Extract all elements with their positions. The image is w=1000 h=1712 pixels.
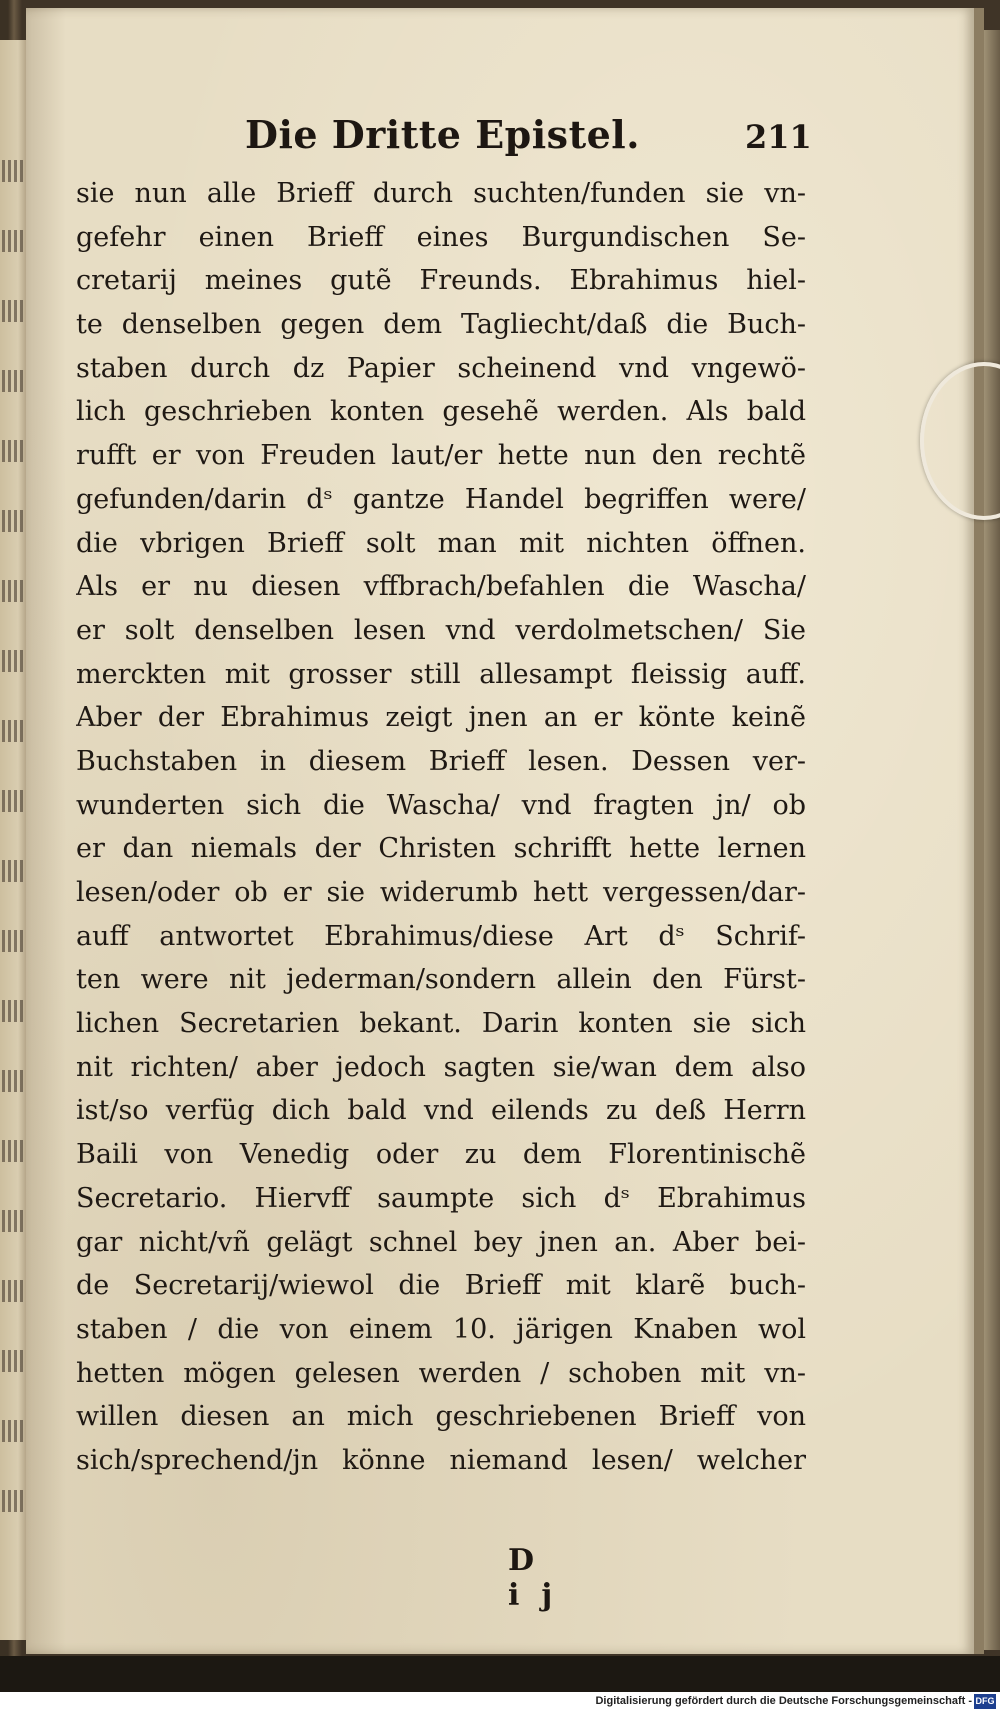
- text-line: de Secretarij/wiewol die Brieff mit klarẽ buch-: [76, 1270, 806, 1302]
- text-line: ist/so verfüg dich bald vnd eilends zu deß Herrn: [76, 1095, 806, 1127]
- body-text: [76, 172, 806, 1483]
- dfg-logo: DFG: [974, 1694, 996, 1709]
- text-line: sich/sprechend/jn könne niemand lesen/ welcher: [76, 1444, 806, 1476]
- text-fragment: [2, 580, 28, 602]
- text-line: Als er nu diesen vffbrach/befahlen die Wascha/: [76, 571, 806, 603]
- folio-number: 211: [745, 118, 812, 156]
- text-line: Aber der Ebrahimus zeigt jnen an er könte keinẽ: [76, 702, 806, 734]
- text-line: willen diesen an mich geschriebenen Brieff von: [76, 1401, 806, 1433]
- text-line: staben / die von einem 10. järigen Knaben wol: [76, 1313, 806, 1345]
- text-fragment: [2, 860, 28, 882]
- text-fragment: [2, 790, 28, 812]
- text-line: lich geschrieben konten gesehẽ werden. Als bald: [76, 396, 806, 428]
- text-fragment: [2, 440, 28, 462]
- text-fragment: [2, 300, 28, 322]
- text-line: er dan niemals der Christen schrifft hette lernen: [76, 833, 806, 865]
- text-fragment: [2, 1140, 28, 1162]
- scan-bottom-band: [0, 1656, 1000, 1692]
- text-fragment: [2, 510, 28, 532]
- credit-text: Digitalisierung gefördert durch die Deutsche Forschungsgemeinschaft -: [595, 1695, 972, 1707]
- text-line: sie nun alle Brieff durch suchten/funden sie vn-: [76, 178, 806, 209]
- text-line: staben durch dz Papier scheinend vnd vngewö-: [76, 352, 806, 384]
- text-line: die vbrigen Brieff solt man mit nichten öffnen.: [76, 527, 806, 559]
- text-line: Buchstaben in diesem Brieff lesen. Dessen ver-: [76, 745, 806, 777]
- text-line: Secretario. Hiervff saumpte sich dˢ Ebrahimus: [76, 1182, 806, 1214]
- signature-mark: D ij: [508, 1543, 575, 1613]
- text-line: ten were nit jederman/sondern allein den Fürst-: [76, 964, 806, 996]
- text-line: nit richten/ aber jedoch sagten sie/wan dem also: [76, 1051, 806, 1083]
- text-fragment: [2, 230, 28, 252]
- credit-bar: [0, 1692, 1000, 1712]
- text-fragment: [2, 1280, 28, 1302]
- text-fragment: [2, 720, 28, 742]
- text-fragment: [2, 1210, 28, 1232]
- text-line: Baili von Venedig oder zu dem Florentinischẽ: [76, 1139, 806, 1171]
- text-line: auff antwortet Ebrahimus/diese Art dˢ Schrif-: [76, 920, 806, 952]
- text-fragment: [2, 1490, 28, 1512]
- text-fragment: [2, 1420, 28, 1442]
- text-fragment: [2, 160, 28, 182]
- running-title: Die Dritte Epistel.: [245, 112, 640, 157]
- text-line: te denselben gegen dem Tagliecht/daß die Buch-: [76, 309, 806, 341]
- text-line: cretarij meines gutẽ Freunds. Ebrahimus hiel-: [76, 265, 806, 297]
- text-line: gefehr einen Brieff eines Burgundischen Se-: [76, 221, 806, 253]
- text-line: merckten mit grosser still allesampt fleissig auff.: [76, 658, 806, 690]
- text-line: wunderten sich die Wascha/ vnd fragten jn/ ob: [76, 789, 806, 821]
- text-line: lichen Secretarien bekant. Darin konten sie sich: [76, 1008, 806, 1040]
- text-fragment: [2, 1350, 28, 1372]
- text-fragment: [2, 930, 28, 952]
- text-line: lesen/oder ob er sie widerumb hett vergessen/dar-: [76, 877, 806, 908]
- page-header: [245, 112, 805, 166]
- text-fragment: [2, 1070, 28, 1092]
- text-fragment: [2, 650, 28, 672]
- page-footer: [508, 1543, 618, 1613]
- text-line: gar nicht/vñ gelägt schnel bey jnen an. Aber bei-: [76, 1226, 806, 1258]
- text-line: er solt denselben lesen vnd verdolmetschen/ Sie: [76, 614, 806, 646]
- text-line: rufft er von Freuden laut/er hette nun den rechtẽ: [76, 440, 806, 472]
- text-line: gefunden/darin dˢ gantze Handel begriffen were/: [76, 483, 806, 515]
- text-fragment: [2, 1000, 28, 1022]
- text-line: hetten mögen gelesen werden / schoben mit vn-: [76, 1357, 806, 1389]
- page-fore-edge: [984, 30, 1000, 1650]
- text-fragment: [2, 370, 28, 392]
